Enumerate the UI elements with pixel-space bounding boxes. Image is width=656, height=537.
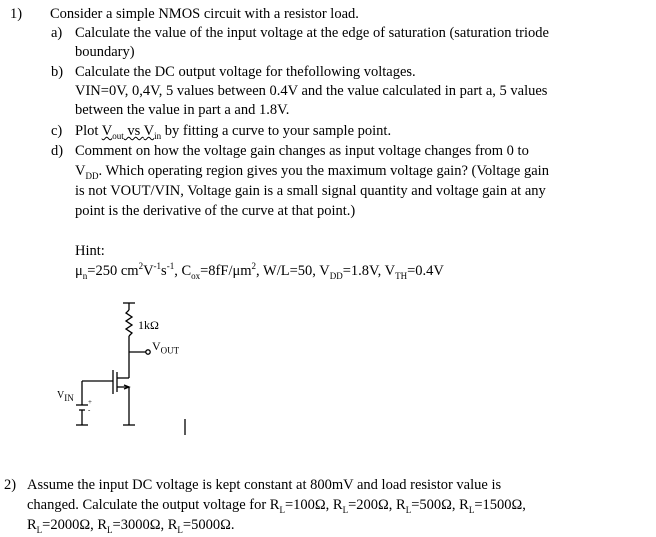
q1b-line3: between the value in part a and 1.8V. bbox=[75, 102, 290, 118]
resistor-symbol bbox=[126, 303, 132, 378]
hint-params: $\mu_n=250$ $cm^2V^{-1}s^{-1}$, $C_{ox}=8fF/\mu m^2$, W/L=50, $V_{DD}=1.8V$, $V_{TH}=0.4V$ bbox=[75, 261, 444, 281]
q1d-line1: Comment on how the voltage gain changes as input voltage changes from 0 to bbox=[75, 143, 529, 159]
vout-symbol: $V_{out}$ bbox=[101, 123, 124, 141]
vin-symbol: $V_{in}$ bbox=[143, 123, 162, 141]
q1b-label: b) bbox=[51, 64, 64, 80]
q1d-label: d) bbox=[51, 143, 64, 159]
q1c-text: Plot $V_{out}$ vs $V_{in}$ by fitting a curve to your sample point. bbox=[75, 123, 392, 141]
ground-symbol bbox=[76, 419, 185, 435]
vout-label: $V_{OUT}$ bbox=[152, 339, 180, 356]
vin-plus-sign: + bbox=[88, 398, 92, 406]
q2-number: 2) bbox=[4, 477, 17, 493]
vin-source bbox=[76, 405, 88, 425]
q1a-line1: Calculate the value of the input voltage at the edge of saturation (saturation triode bbox=[75, 25, 549, 41]
q1b-line2: VIN=0V, 0,4V, 5 values between 0.4V and the value calculated in part a, 5 values bbox=[75, 83, 548, 99]
q1b-line1: Calculate the DC output voltage for thefollowing voltages. bbox=[75, 64, 416, 80]
vin-label: $V_{IN}$ bbox=[57, 390, 74, 403]
q1-stem: Consider a simple NMOS circuit with a resistor load. bbox=[50, 6, 359, 22]
q2-line3: $R_L=2000\Omega$, $R_L=3000\Omega$, $R_L=5000\Omega$. bbox=[27, 517, 235, 535]
q2-line2: changed. Calculate the output voltage for $R_L=100\Omega$, $R_L=200\Omega$, $R_L=500\Omega$, $R_L=1500\Omega$, bbox=[27, 497, 526, 515]
vout-terminal bbox=[146, 350, 150, 354]
vin-minus-sign: - bbox=[88, 406, 91, 414]
q1-number: 1) bbox=[10, 6, 23, 22]
q1c-label: c) bbox=[51, 123, 63, 139]
q1d-line3: is not VOUT/VIN, Voltage gain is a small signal quantity and voltage gain at any bbox=[75, 183, 546, 199]
hint-title: Hint: bbox=[75, 243, 105, 259]
q1a-line2: boundary) bbox=[75, 44, 135, 60]
q1d-line2: $V_{DD}$. Which operating region gives you the maximum voltage gain? (Voltage gain bbox=[75, 163, 549, 181]
q1a-label: a) bbox=[51, 25, 63, 41]
q1d-line4: point is the derivative of the curve at that point.) bbox=[75, 203, 356, 219]
resistor-label: 1kΩ bbox=[138, 318, 159, 332]
q2-line1: Assume the input DC voltage is kept constant at 800mV and load resistor value is bbox=[27, 477, 502, 493]
